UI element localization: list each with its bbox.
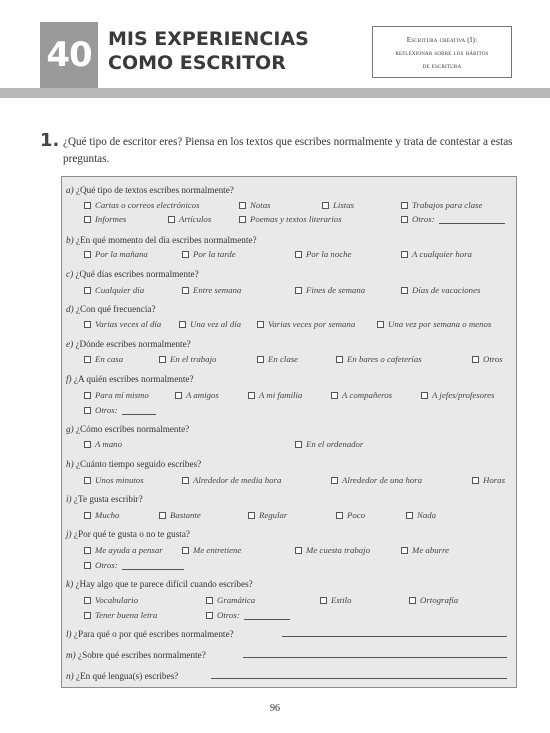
question-text: ¿Hay algo que te parece difícil cuando escribes? bbox=[75, 579, 253, 589]
question-letter: l) bbox=[66, 629, 74, 639]
checkbox[interactable] bbox=[84, 441, 91, 448]
option-label: Horas bbox=[483, 475, 505, 485]
option-label: Otros: bbox=[412, 214, 435, 224]
exercise-number: 1. bbox=[40, 130, 60, 151]
title-line-2: COMO ESCRITOR bbox=[108, 52, 286, 74]
answer-line[interactable] bbox=[282, 636, 507, 637]
option-label: Varias veces al día bbox=[95, 319, 162, 329]
option-label: Mucho bbox=[95, 510, 120, 520]
question-letter: c) bbox=[66, 269, 76, 279]
question-8 bbox=[66, 493, 143, 506]
option-5-1 bbox=[175, 389, 219, 401]
checkbox[interactable] bbox=[377, 321, 384, 328]
checkbox[interactable] bbox=[295, 547, 302, 554]
option-label: Gramática bbox=[217, 595, 256, 605]
option-0-2 bbox=[322, 199, 354, 211]
option-6-0 bbox=[84, 438, 122, 450]
option-4-1 bbox=[159, 353, 216, 365]
option-label: Por la mañana bbox=[95, 249, 148, 259]
option-7-1 bbox=[182, 474, 281, 486]
option-9-4 bbox=[84, 559, 184, 571]
question-9 bbox=[66, 528, 190, 541]
topic-tag-box bbox=[372, 26, 512, 78]
checkbox[interactable] bbox=[84, 562, 91, 569]
option-label: A mano bbox=[95, 439, 122, 449]
checkbox[interactable] bbox=[84, 216, 91, 223]
checkbox[interactable] bbox=[84, 392, 91, 399]
option-label: Alrededor de media hora bbox=[193, 475, 282, 485]
option-0-4 bbox=[84, 213, 126, 225]
option-8-1 bbox=[159, 509, 201, 521]
option-0-7 bbox=[401, 213, 505, 225]
question-text: ¿En qué lengua(s) escribes? bbox=[75, 671, 179, 681]
option-label: En bares o cafeterías bbox=[347, 354, 422, 364]
question-7 bbox=[66, 458, 201, 471]
question-text: ¿Cuánto tiempo seguido escribes? bbox=[75, 459, 202, 469]
answer-line[interactable] bbox=[211, 678, 507, 679]
option-label: Poemas y textos literarios bbox=[250, 214, 342, 224]
title-line-1: MIS EXPERIENCIAS bbox=[108, 28, 309, 50]
checkbox[interactable] bbox=[84, 597, 91, 604]
checkbox[interactable] bbox=[84, 356, 91, 363]
checkbox[interactable] bbox=[336, 512, 343, 519]
option-10-5 bbox=[206, 609, 290, 621]
checkbox[interactable] bbox=[182, 547, 189, 554]
option-label: Poco bbox=[347, 510, 366, 520]
question-letter: b) bbox=[66, 235, 76, 245]
question-letter: k) bbox=[66, 579, 76, 589]
option-10-3 bbox=[409, 594, 458, 606]
option-10-2 bbox=[320, 594, 352, 606]
option-label: Varias veces por semana bbox=[268, 319, 356, 329]
option-label: Días de vacaciones bbox=[412, 285, 481, 295]
checkbox[interactable] bbox=[421, 392, 428, 399]
checkbox[interactable] bbox=[84, 612, 91, 619]
option-0-6 bbox=[239, 213, 342, 225]
option-label: Cualquier día bbox=[95, 285, 145, 295]
option-1-2 bbox=[295, 248, 351, 260]
option-0-1 bbox=[239, 199, 271, 211]
option-label: Alrededor de una hora bbox=[342, 475, 423, 485]
checkbox[interactable] bbox=[331, 477, 338, 484]
option-label: Unos minutos bbox=[95, 475, 144, 485]
question-letter: i) bbox=[66, 494, 74, 504]
option-0-5 bbox=[168, 213, 211, 225]
option-2-1 bbox=[182, 284, 241, 296]
answer-line[interactable] bbox=[243, 657, 507, 658]
option-2-0 bbox=[84, 284, 144, 296]
option-label: Nada bbox=[417, 510, 437, 520]
option-label: Regular bbox=[259, 510, 288, 520]
question-text: ¿En qué momento del día escribes normalmente? bbox=[75, 235, 257, 245]
question-12 bbox=[66, 649, 206, 662]
question-2 bbox=[66, 268, 199, 281]
checkbox[interactable] bbox=[336, 356, 343, 363]
option-5-0 bbox=[84, 389, 149, 401]
question-letter: j) bbox=[66, 529, 74, 539]
option-label: Otros: bbox=[217, 610, 240, 620]
checkbox[interactable] bbox=[175, 392, 182, 399]
page-title bbox=[108, 27, 309, 75]
page-number: 96 bbox=[270, 703, 280, 714]
option-label: En el ordenador bbox=[306, 439, 364, 449]
question-text: ¿Te gusta escribir? bbox=[73, 494, 143, 504]
checkbox[interactable] bbox=[168, 216, 175, 223]
option-10-4 bbox=[84, 609, 157, 621]
option-label: Informes bbox=[95, 214, 127, 224]
option-label: Me aburre bbox=[412, 545, 450, 555]
tag-line-2: reflexionar sobre los hábitos bbox=[395, 49, 489, 57]
option-0-0 bbox=[84, 199, 200, 211]
option-5-4 bbox=[421, 389, 494, 401]
option-label: Artículos bbox=[179, 214, 212, 224]
option-7-0 bbox=[84, 474, 144, 486]
checkbox[interactable] bbox=[84, 512, 91, 519]
option-label: Me ayuda a pensar bbox=[95, 545, 163, 555]
question-letter: m) bbox=[66, 650, 78, 660]
option-label: A jefes/profesores bbox=[432, 390, 495, 400]
checkbox[interactable] bbox=[84, 202, 91, 209]
checkbox[interactable] bbox=[320, 597, 327, 604]
checkbox[interactable] bbox=[182, 477, 189, 484]
option-2-2 bbox=[295, 284, 365, 296]
checkbox[interactable] bbox=[295, 441, 302, 448]
option-1-1 bbox=[182, 248, 236, 260]
exercise-instruction: ¿Qué tipo de escritor eres? Piensa en los textos que escribes normalmente y trata de contestar a estas preguntas. bbox=[63, 136, 513, 165]
option-label: Una vez al día bbox=[190, 319, 242, 329]
other-answer-line[interactable] bbox=[122, 562, 184, 570]
unit-number-box bbox=[40, 22, 98, 88]
option-label: Fines de semana bbox=[306, 285, 366, 295]
question-4 bbox=[66, 338, 191, 351]
option-label: Una vez por semana o menos bbox=[388, 319, 492, 329]
checkbox[interactable] bbox=[84, 287, 91, 294]
checkbox[interactable] bbox=[239, 216, 246, 223]
checkbox[interactable] bbox=[472, 477, 479, 484]
question-3 bbox=[66, 303, 156, 316]
option-label: Entre semana bbox=[193, 285, 242, 295]
checkbox[interactable] bbox=[84, 547, 91, 554]
option-label: Ortografía bbox=[420, 595, 459, 605]
option-2-3 bbox=[401, 284, 480, 296]
option-5-3 bbox=[331, 389, 392, 401]
option-label: Me entretiene bbox=[193, 545, 242, 555]
option-label: A compañeros bbox=[342, 390, 393, 400]
option-0-3 bbox=[401, 199, 482, 211]
checkbox[interactable] bbox=[322, 202, 329, 209]
tag-line-3: de escritura bbox=[422, 62, 462, 70]
other-answer-line[interactable] bbox=[244, 612, 290, 620]
other-answer-line[interactable] bbox=[122, 407, 156, 415]
question-11 bbox=[66, 628, 234, 641]
question-1 bbox=[66, 234, 257, 247]
option-3-1 bbox=[179, 318, 241, 330]
option-4-4 bbox=[472, 353, 503, 365]
option-label: Trabajos para clase bbox=[412, 200, 483, 210]
option-label: Cartas o correos electrónicos bbox=[95, 200, 200, 210]
checkbox[interactable] bbox=[472, 356, 479, 363]
question-text: ¿A quién escribes normalmente? bbox=[73, 374, 194, 384]
option-8-0 bbox=[84, 509, 119, 521]
option-label: Tener buena letra bbox=[95, 610, 158, 620]
question-text: ¿Por qué te gusta o no te gusta? bbox=[73, 529, 191, 539]
question-5 bbox=[66, 373, 194, 386]
checkbox[interactable] bbox=[295, 251, 302, 258]
option-8-4 bbox=[406, 509, 436, 521]
checkbox[interactable] bbox=[257, 321, 264, 328]
option-label: En casa bbox=[95, 354, 124, 364]
option-label: A cualquier hora bbox=[412, 249, 472, 259]
option-label: Notas bbox=[250, 200, 271, 210]
option-10-1 bbox=[206, 594, 255, 606]
option-label: Por la noche bbox=[306, 249, 352, 259]
option-label: Otros: bbox=[95, 560, 118, 570]
option-3-3 bbox=[377, 318, 491, 330]
checkbox[interactable] bbox=[182, 287, 189, 294]
checkbox[interactable] bbox=[401, 216, 408, 223]
option-label: Estilo bbox=[331, 595, 352, 605]
option-1-0 bbox=[84, 248, 148, 260]
question-text: ¿Cómo escribes normalmente? bbox=[75, 424, 190, 434]
question-text: ¿Con qué frecuencia? bbox=[75, 304, 156, 314]
checkbox[interactable] bbox=[206, 597, 213, 604]
option-label: Otros: bbox=[95, 405, 118, 415]
question-letter: e) bbox=[66, 339, 76, 349]
checkbox[interactable] bbox=[295, 287, 302, 294]
option-7-2 bbox=[331, 474, 422, 486]
option-3-0 bbox=[84, 318, 161, 330]
checkbox[interactable] bbox=[84, 477, 91, 484]
question-text: ¿Qué días escribes normalmente? bbox=[75, 269, 199, 279]
option-9-3 bbox=[401, 544, 449, 556]
question-letter: d) bbox=[66, 304, 76, 314]
option-label: Por la tarde bbox=[193, 249, 236, 259]
checkbox[interactable] bbox=[182, 251, 189, 258]
option-label: Bastante bbox=[170, 510, 201, 520]
option-label: A amigos bbox=[186, 390, 219, 400]
checkbox[interactable] bbox=[401, 202, 408, 209]
option-4-3 bbox=[336, 353, 422, 365]
option-9-2 bbox=[295, 544, 370, 556]
option-4-0 bbox=[84, 353, 123, 365]
option-3-2 bbox=[257, 318, 355, 330]
header-divider-bar bbox=[0, 88, 550, 98]
unit-number: 40 bbox=[46, 35, 92, 75]
option-8-2 bbox=[248, 509, 287, 521]
checkbox[interactable] bbox=[248, 512, 255, 519]
option-5-2 bbox=[248, 389, 302, 401]
checkbox[interactable] bbox=[409, 597, 416, 604]
question-text: ¿Sobre qué escribes normalmente? bbox=[78, 650, 206, 660]
option-10-0 bbox=[84, 594, 138, 606]
option-label: Listas bbox=[333, 200, 355, 210]
checkbox[interactable] bbox=[84, 407, 91, 414]
checkbox[interactable] bbox=[84, 251, 91, 258]
checkbox[interactable] bbox=[401, 547, 408, 554]
question-10 bbox=[66, 578, 253, 591]
option-9-0 bbox=[84, 544, 163, 556]
checkbox[interactable] bbox=[159, 512, 166, 519]
option-label: En el trabajo bbox=[170, 354, 217, 364]
checkbox[interactable] bbox=[248, 392, 255, 399]
option-9-1 bbox=[182, 544, 241, 556]
option-label: A mi familia bbox=[259, 390, 303, 400]
option-1-3 bbox=[401, 248, 472, 260]
option-7-3 bbox=[472, 474, 505, 486]
checkbox[interactable] bbox=[179, 321, 186, 328]
checkbox[interactable] bbox=[401, 251, 408, 258]
question-text: ¿Dónde escribes normalmente? bbox=[75, 339, 191, 349]
tag-line-1: Escritura creativa (I): bbox=[406, 36, 478, 44]
question-13 bbox=[66, 670, 178, 683]
checkbox[interactable] bbox=[159, 356, 166, 363]
question-0 bbox=[66, 184, 234, 197]
question-text: ¿Qué tipo de textos escribes normalmente? bbox=[75, 185, 234, 195]
question-letter: n) bbox=[66, 671, 76, 681]
option-label: Para mí mismo bbox=[95, 390, 149, 400]
option-4-2 bbox=[257, 353, 298, 365]
option-6-1 bbox=[295, 438, 363, 450]
question-letter: f) bbox=[66, 374, 74, 384]
option-label: Otros bbox=[483, 354, 503, 364]
checkbox[interactable] bbox=[84, 321, 91, 328]
option-5-5 bbox=[84, 404, 156, 416]
checkbox[interactable] bbox=[206, 612, 213, 619]
checkbox[interactable] bbox=[401, 287, 408, 294]
checkbox[interactable] bbox=[257, 356, 264, 363]
question-letter: a) bbox=[66, 185, 76, 195]
checkbox[interactable] bbox=[239, 202, 246, 209]
option-label: En clase bbox=[268, 354, 299, 364]
option-8-3 bbox=[336, 509, 365, 521]
question-letter: h) bbox=[66, 459, 76, 469]
question-letter: g) bbox=[66, 424, 76, 434]
question-6 bbox=[66, 423, 189, 436]
checkbox[interactable] bbox=[331, 392, 338, 399]
checkbox[interactable] bbox=[406, 512, 413, 519]
option-label: Me cuesta trabajo bbox=[306, 545, 371, 555]
option-label: Vocabulario bbox=[95, 595, 139, 605]
other-answer-line[interactable] bbox=[439, 216, 505, 224]
question-text: ¿Para qué o por qué escribes normalmente? bbox=[73, 629, 234, 639]
